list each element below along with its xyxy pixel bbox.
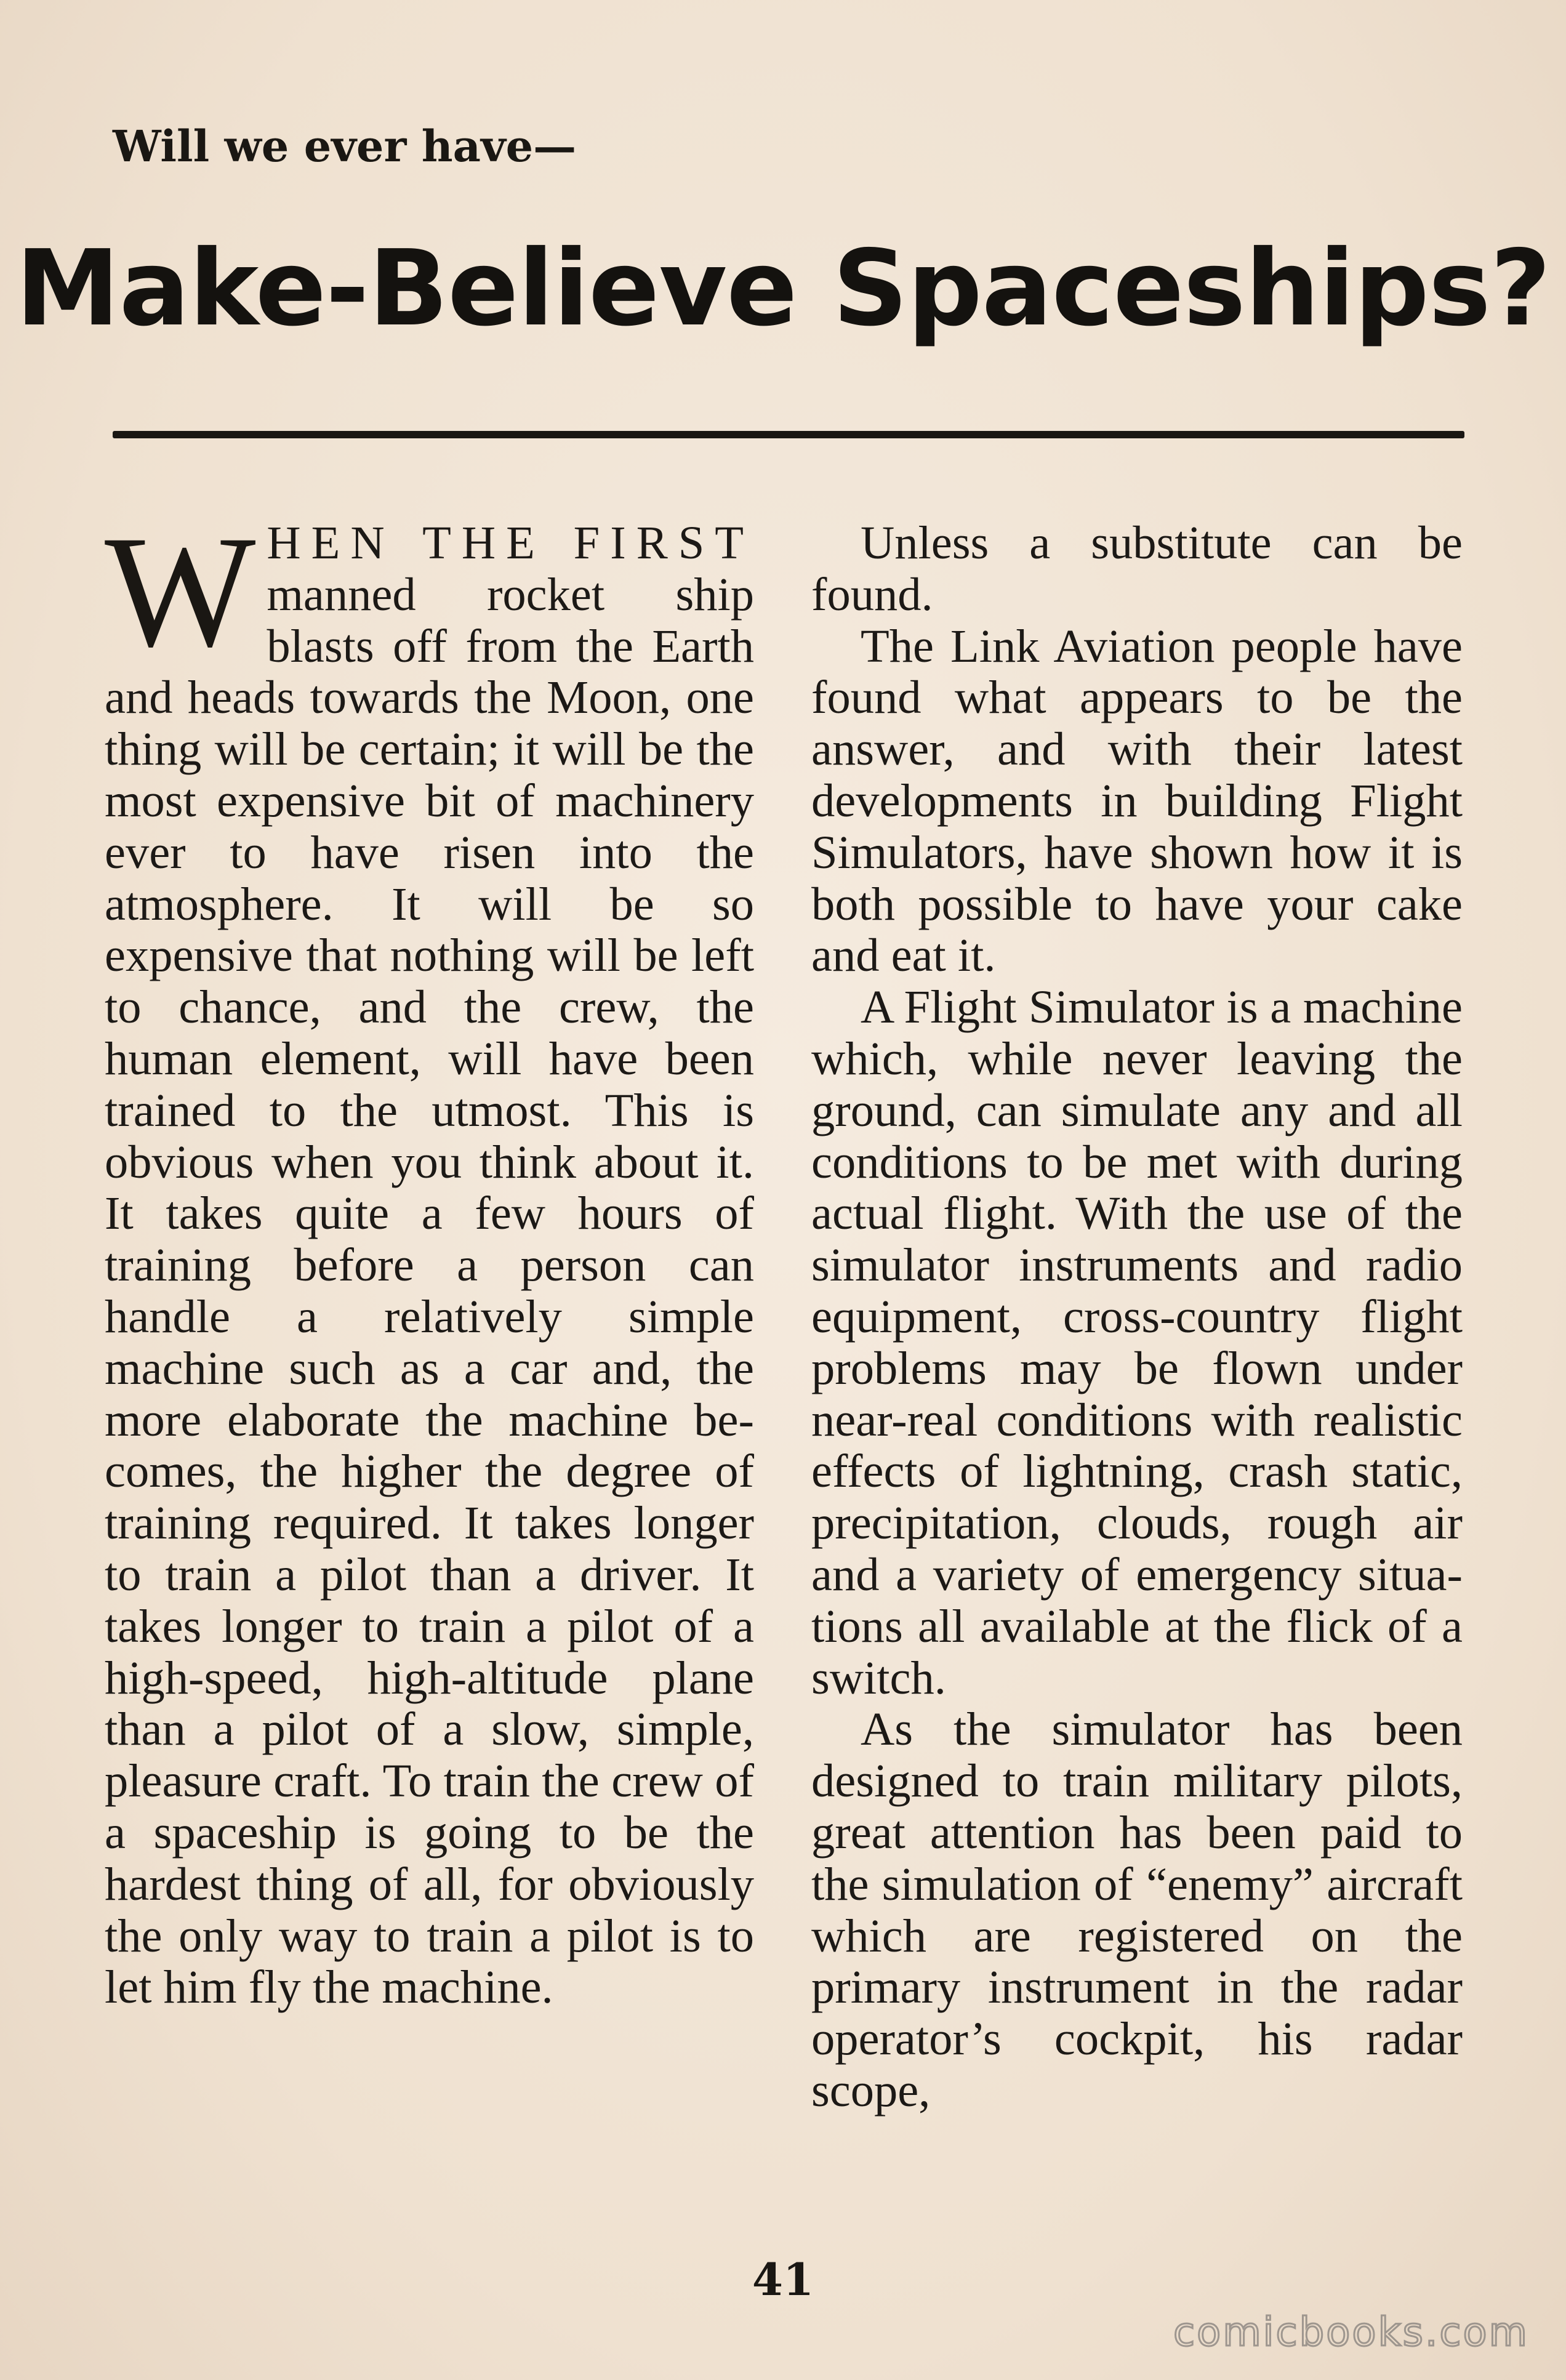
paragraph-link-aviation: The Link Aviation people have found what appears to be the answer, and with their latest developments in building Flight Simulators, have shown how it is both possible to have your cake and eat it. (811, 619, 1463, 982)
article-kicker: Will we ever have— (113, 121, 577, 172)
site-watermark: comicbooks.com (1173, 2310, 1529, 2355)
article-title: Make-Believe Spaceships? (15, 228, 1551, 350)
right-column (811, 517, 1463, 2117)
paragraph-substitute: Unless a substitute can be found. (811, 517, 1463, 621)
left-column (105, 503, 754, 2014)
drop-cap: W (105, 503, 256, 680)
title-divider (113, 431, 1464, 438)
opening-paragraph-text: manned rocket ship blasts off from the Earth and heads towards the Moon, one thing will be certain; it will be the most expensive bit of machinery ever to have risen into the atmosphere. It will be so expensive that nothing will be left to chance, and the crew, the human element, will have been trained to the utmost. This is obvious when you think about it. It takes quite a few hours of training before a person can handle a relatively simple machine such as a car and, the more elaborate the machine becomes, the higher the degree of training required. It takes longer to train a pilot than a driver. It takes longer to train a pilot of a high-speed, high-altitude plane than a pilot of a slow, simple, pleasure craft. To train the crew of a spaceship is going to be the hardest thing of all, for obviously the only way to train a pilot is to let him fly the machine. (105, 568, 754, 2014)
paragraph-military-pilots: As the simulator has been designed to train military pilots, great attention has been paid to the simulation of “enemy” aircraft which are registered on the primary instrument in the radar operator’s cockpit, his radar scope, (811, 1703, 1463, 2117)
page-number: 41 (752, 2253, 814, 2306)
opening-paragraph (105, 503, 754, 2014)
lead-in-caps: HEN THE FIRST (267, 517, 754, 569)
paragraph-flight-simulator: A Flight Simulator is a machine which, while never leaving the ground, can simulate any and all conditions to be met with during actual flight. With the use of the simulator instruments and radio equipment, cross-country flight problems may be flown under near-real conditions with realistic effects of lightning, crash static, precipitation, clouds, rough air and a variety of emergency situations all available at the flick of a switch. (811, 981, 1463, 1704)
